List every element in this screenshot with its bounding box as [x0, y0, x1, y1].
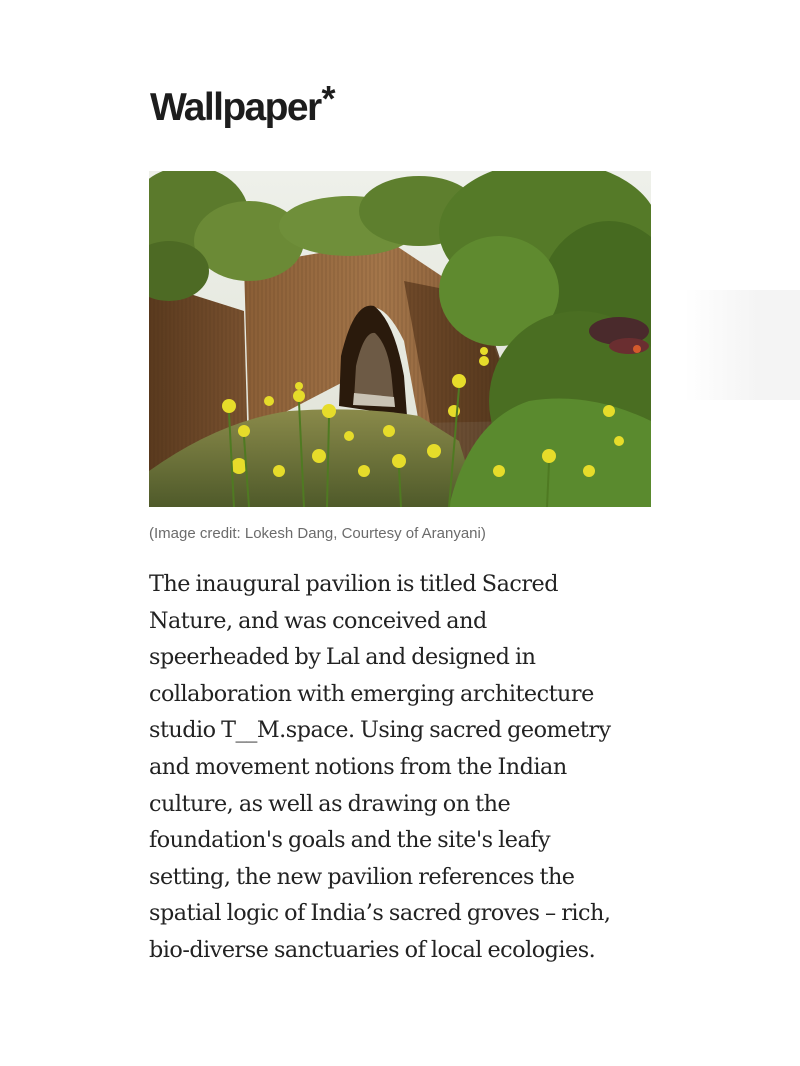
paragraph-line: The inaugural pavilion is titled Sacred: [149, 571, 558, 597]
pavilion-photo-illustration: [149, 171, 651, 507]
paragraph-line: spatial logic of India’s sacred groves – rich,: [149, 900, 611, 927]
paragraph-line: and movement notions from the Indian: [149, 753, 567, 780]
paragraph-line: speerheaded by Lal and designed in: [149, 644, 536, 671]
paragraph-line: setting, the new pavilion references the: [149, 863, 575, 890]
paragraph-line: bio-diverse sanctuaries of local ecologies.: [149, 936, 596, 963]
paragraph-line: studio T__M.space. Using sacred geometry: [149, 717, 611, 744]
wallpaper-logo[interactable]: [150, 78, 336, 129]
paragraph-line: Nature, and was conceived and: [149, 607, 487, 634]
logo-wordmark: Wallpaper: [150, 86, 321, 129]
image-credit-caption: (Image credit: Lokesh Dang, Courtesy of Aranyani): [149, 525, 486, 542]
paragraph-line: culture, as well as drawing on the: [149, 790, 511, 817]
paragraph-line: collaboration with emerging architecture: [149, 680, 594, 707]
logo-star-mark: *: [321, 78, 336, 119]
page-edge-shadow: [685, 290, 800, 400]
article-photo: [149, 171, 651, 507]
article-paragraph: [149, 566, 669, 969]
paragraph-line: foundation's goals and the site's leafy: [149, 827, 551, 854]
